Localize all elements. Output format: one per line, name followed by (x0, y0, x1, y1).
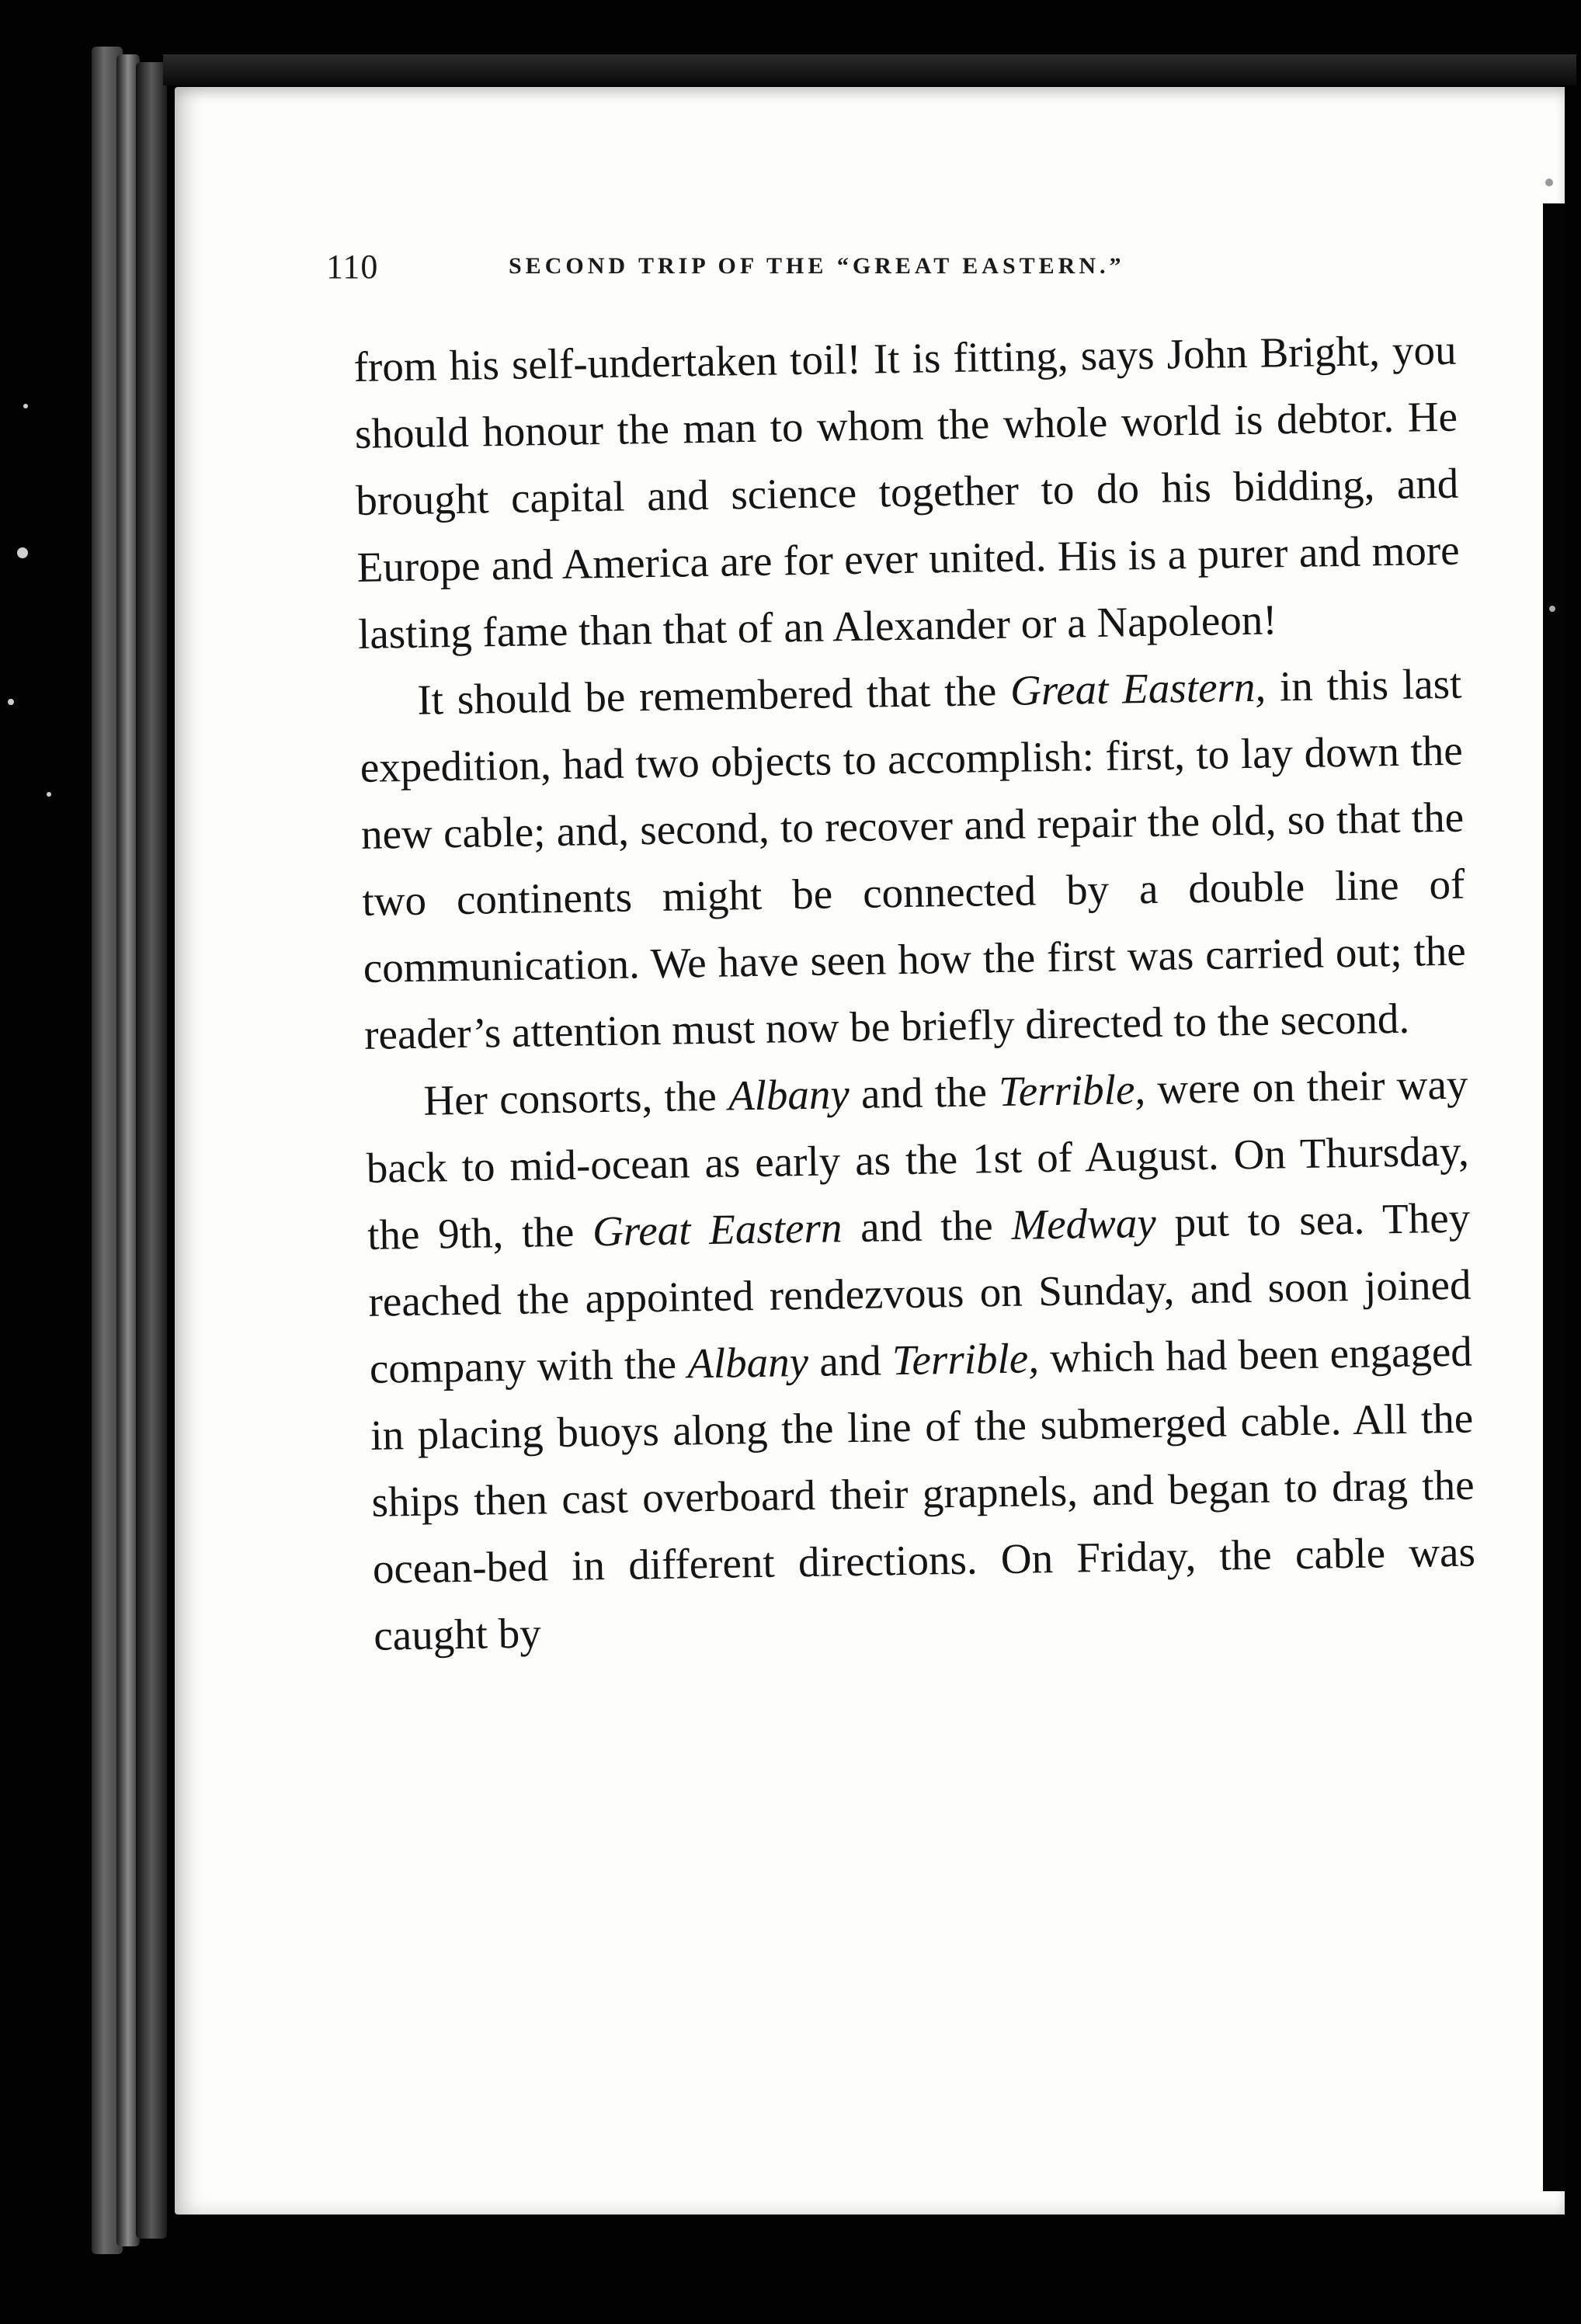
italic-text-run: Terrible, (891, 1334, 1040, 1384)
text-run: and the (841, 1200, 1012, 1252)
italic-text-run: Albany (728, 1070, 850, 1120)
paragraph (353, 317, 1461, 668)
italic-text-run: Medway (1010, 1198, 1157, 1249)
italic-text-run: Albany (686, 1337, 809, 1388)
text-run: were on their way back to mid-ocean as early as the 1st of August. On Thursday, the 9th, the (366, 1060, 1470, 1259)
paragraph (365, 1051, 1477, 1669)
italic-text-run: Great Eastern (592, 1204, 843, 1256)
page-right-edge (1543, 203, 1565, 2191)
italic-text-run: Great Eastern, (1009, 662, 1267, 714)
page-number: 110 (326, 248, 379, 286)
text-run: from his self-undertaken toil! It is fitting, says John Bright, you should honour the man to whom the whole world is debtor. He brought capital and science together to do his bidding, and Europe and America are for ever united. His is a purer and more lasting fame than that of an Alexander or a Napoleon! (353, 325, 1461, 658)
text-run: which had been engaged in placing buoys along the line of the submerged cable. All the ships then cast overboard their grapnels, and began to drag the ocean-bed in different directions. On Friday, the cable was caught by (370, 1327, 1476, 1659)
text-run: and (808, 1336, 893, 1385)
page-top-shadow (163, 54, 1576, 85)
text-run: put to sea. They reached the appointed rendezvous on Sunday, and soon joined company with the (368, 1193, 1472, 1392)
italic-text-run: Terrible, (998, 1065, 1146, 1116)
paragraph (359, 651, 1468, 1068)
running-head-title: SECOND TRIP OF THE “GREAT EASTERN.” (509, 253, 1125, 279)
text-run: Her consorts, the (423, 1072, 729, 1124)
text-run: It should be remembered that the (416, 666, 1011, 724)
running-head (326, 247, 1475, 294)
text-run: and the (849, 1068, 999, 1118)
text-run: in this last expedition, had two objects to accomplish: first, to lay down the new cable; and, second, to recover and repair the old, so that the two continents might be connected by a double line of communication. We have seen how the first was carried out; the reader’s attention must now be briefly directed to the second. (360, 659, 1467, 1058)
body-text (353, 317, 1477, 1669)
book-edge (136, 62, 167, 2239)
